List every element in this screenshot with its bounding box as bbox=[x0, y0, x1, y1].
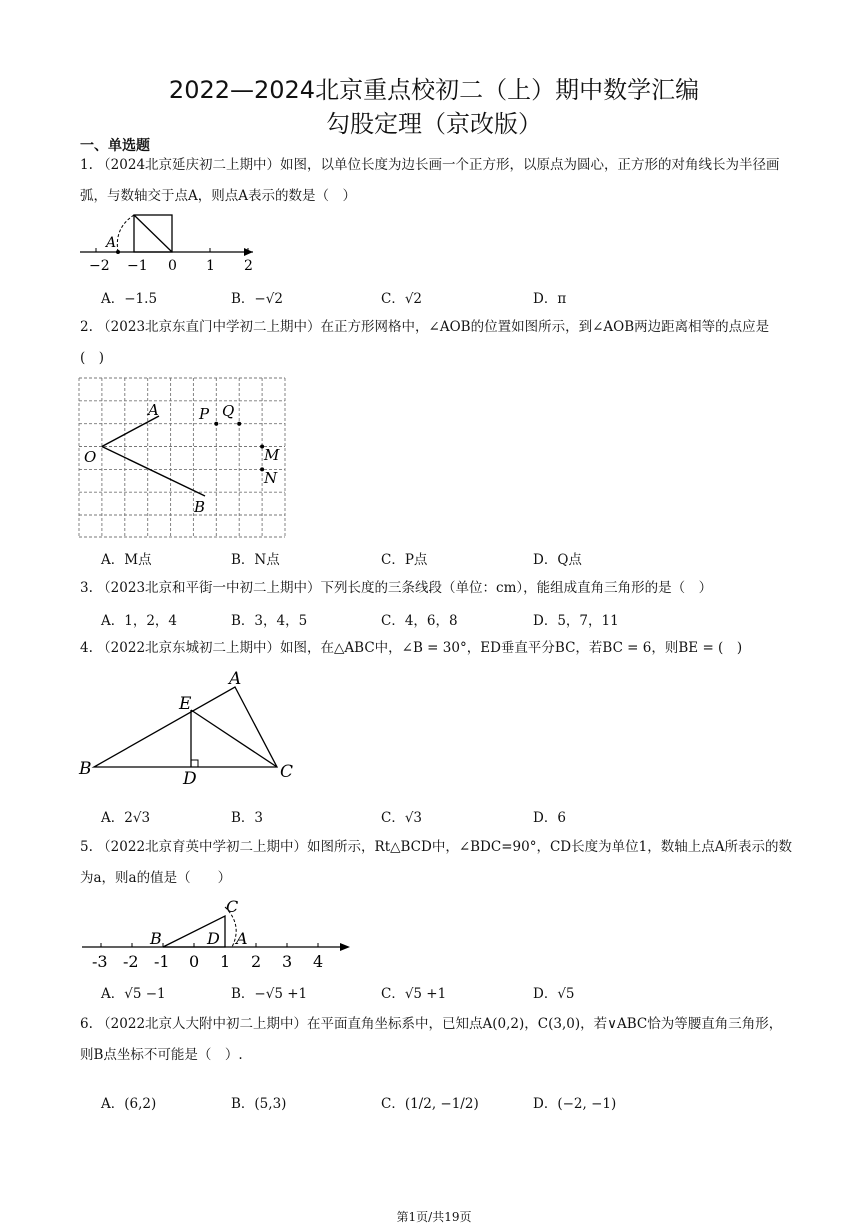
q4-label-c: C bbox=[280, 762, 294, 782]
q1-tick-label: 0 bbox=[168, 258, 177, 274]
q5-options bbox=[101, 982, 781, 1006]
q1-figure bbox=[78, 208, 268, 278]
option-a[interactable]: A．(6,2) bbox=[101, 1096, 157, 1112]
q2-label-o: O bbox=[84, 448, 97, 466]
question-3-text: 3. （2023北京和平街一中初二上期中）下列长度的三条线段（单位：cm），能组成直角三角形的是（ ） bbox=[80, 580, 713, 596]
question-5-text: 5. （2022北京育英中学初二上期中）如图所示，Rt△BCD中，∠BDC=90°，CD长度为单位1，数轴上点A所表示的数为a，则a的值是（ ） bbox=[80, 839, 792, 886]
q4-options bbox=[101, 806, 781, 830]
q2-label-q: Q bbox=[222, 402, 235, 420]
q5-tick-label: 2 bbox=[251, 952, 262, 971]
q5-tick-label: 3 bbox=[282, 952, 293, 971]
q5-tick-label: -1 bbox=[154, 952, 170, 971]
option-d[interactable]: D．6 bbox=[533, 810, 566, 826]
q2-label-p: P bbox=[199, 405, 210, 423]
q1-tick-label: 2 bbox=[244, 258, 253, 274]
q5-tick-label: -3 bbox=[92, 952, 108, 971]
option-a[interactable]: A．√5 −1 bbox=[101, 986, 166, 1002]
option-b[interactable]: B．(5,3) bbox=[231, 1096, 287, 1112]
option-d[interactable]: D．(−2, −1) bbox=[533, 1096, 617, 1112]
q1-tick-label: −1 bbox=[127, 258, 148, 274]
doc-title: 2022—2024北京重点校初二（上）期中数学汇编 bbox=[168, 76, 700, 104]
q5-tick-label: 0 bbox=[189, 952, 200, 971]
q5-label-c: C bbox=[226, 897, 239, 916]
q5-tick-label: 1 bbox=[220, 952, 231, 971]
q3-options bbox=[101, 609, 781, 633]
q2-figure bbox=[79, 378, 285, 538]
option-c[interactable]: C．√2 bbox=[381, 291, 423, 307]
q2-label-a: A bbox=[148, 401, 159, 419]
option-c[interactable]: C．P点 bbox=[381, 552, 428, 568]
q5-label-a: A bbox=[236, 929, 248, 948]
q5-label-b: B bbox=[150, 929, 162, 948]
option-a[interactable]: A．M点 bbox=[101, 552, 152, 568]
q4-figure bbox=[78, 668, 298, 788]
option-d[interactable]: D．Q点 bbox=[533, 552, 582, 568]
option-d[interactable]: D．5，7，11 bbox=[533, 613, 619, 629]
option-a[interactable]: A．2√3 bbox=[101, 810, 151, 826]
option-d[interactable]: D．√5 bbox=[533, 986, 575, 1002]
section-heading: 一、单选题 bbox=[80, 138, 150, 154]
q4-label-a: A bbox=[229, 669, 242, 689]
q4-label-b: B bbox=[79, 759, 92, 779]
doc-subtitle: 勾股定理（京改版） bbox=[326, 110, 542, 138]
q2-label-n: N bbox=[264, 469, 278, 487]
q4-label-d: D bbox=[183, 769, 197, 789]
option-b[interactable]: B．−√5 +1 bbox=[231, 986, 308, 1002]
q1-options bbox=[101, 287, 781, 311]
option-b[interactable]: B．N点 bbox=[231, 552, 280, 568]
q2-label-b: B bbox=[194, 498, 206, 516]
option-d[interactable]: D．π bbox=[533, 291, 567, 307]
option-c[interactable]: C．4，6，8 bbox=[381, 613, 458, 629]
q5-tick-label: -2 bbox=[123, 952, 139, 971]
q2-options bbox=[101, 548, 781, 572]
q2-label-m: M bbox=[264, 446, 280, 464]
option-a[interactable]: A．1，2，4 bbox=[101, 613, 178, 629]
option-b[interactable]: B．−√2 bbox=[231, 291, 283, 307]
question-6-text: 6. （2022北京人大附中初二上期中）在平面直角坐标系中，已知点A(0,2)，C(3,0)，若∨ABC恰为等腰直角三角形，则B点坐标不可能是（ ）. bbox=[80, 1016, 783, 1063]
q1-tick-label: −2 bbox=[89, 258, 110, 274]
q5-label-d: D bbox=[207, 929, 220, 948]
q1-point-label: A bbox=[106, 235, 117, 251]
question-4-text: 4. （2022北京东城初二上期中）如图，在△ABC中，∠B = 30°，ED垂直平分BC，若BC = 6，则BE = ( ) bbox=[80, 640, 743, 656]
option-c[interactable]: C．√3 bbox=[381, 810, 423, 826]
option-c[interactable]: C．(1/2, −1/2) bbox=[381, 1096, 479, 1112]
q5-tick-label: 4 bbox=[313, 952, 324, 971]
option-a[interactable]: A．−1.5 bbox=[101, 291, 158, 307]
q5-figure bbox=[80, 895, 360, 977]
option-b[interactable]: B．3，4，5 bbox=[231, 613, 308, 629]
q6-options bbox=[101, 1092, 781, 1116]
q1-tick-label: 1 bbox=[206, 258, 215, 274]
q4-label-e: E bbox=[179, 694, 192, 714]
option-c[interactable]: C．√5 +1 bbox=[381, 986, 447, 1002]
question-1-text: 1. （2024北京延庆初二上期中）如图，以单位长度为边长画一个正方形，以原点为圆心，正方形的对角线长为半径画弧，与数轴交于点A，则点A表示的数是（ ） bbox=[80, 157, 780, 204]
option-b[interactable]: B．3 bbox=[231, 810, 264, 826]
question-2-text: 2. （2023北京东直门中学初二上期中）在正方形网格中，∠AOB的位置如图所示，到∠AOB两边距离相等的点应是( ) bbox=[80, 319, 770, 366]
page-footer: 第1页/共19页 bbox=[396, 1210, 472, 1224]
